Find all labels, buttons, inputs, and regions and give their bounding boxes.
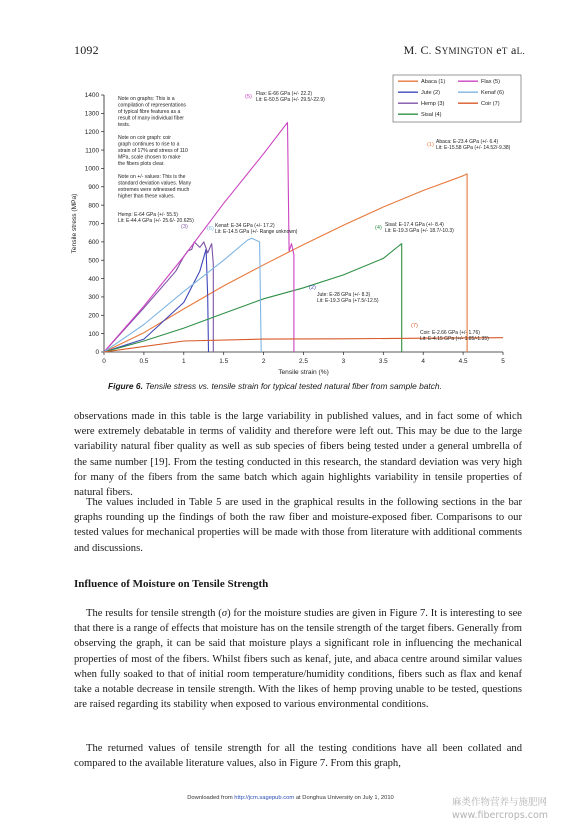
y-tick-label: 0 (95, 349, 99, 357)
x-tick-label: 4.5 (458, 358, 468, 365)
y-tick-label: 800 (88, 202, 99, 210)
y-tick-label: 1400 (84, 92, 99, 100)
legend-label: Hemp (3) (421, 101, 445, 107)
x-tick-label: 4 (421, 358, 425, 365)
legend-box (393, 75, 521, 122)
sigma-symbol: σ (221, 608, 228, 619)
watermark-line-2: www.fibercrops.com (452, 810, 549, 821)
x-tick-label: 1 (182, 358, 186, 365)
chart-note-line: MPa, scale chosen to make (118, 154, 181, 161)
annotation-tag: (1) (427, 142, 434, 148)
figure-caption (108, 381, 442, 391)
y-tick-label: 100 (88, 330, 99, 338)
chart-note-line: extremes were witnessed much (118, 187, 190, 193)
chart-note-line: result of many individual fiber (118, 115, 184, 122)
page-number: 1092 (74, 43, 99, 57)
legend-label: Kenaf (6) (481, 90, 505, 96)
y-tick-label: 300 (88, 294, 99, 302)
paragraph-2 (74, 495, 522, 556)
paragraph-3-rest: ) for the moisture studies are given in Figure 7. It is interesting to see that there is a range of effects that moisture has on the tensile strength of the target fibers. Generally from observing the graph, it can be said that moisture plays a significant role in influencing the mechanical properties of most of the fibers. Whilst fibers such as kenaf, jute, and abaca centre around similar values when fully soaked to that of initial room temperature/humidity conditions, fibers such as flax and kenaf take a notable decrease in tensile strength. With the likes of hemp proving unable to be tested, questions are raised regarding its stability when exposed to various environmental conditions. (74, 608, 522, 711)
x-tick-label: 2 (261, 358, 266, 365)
annotation-tag: (4) (375, 225, 382, 231)
x-tick-label: 3 (341, 358, 346, 365)
y-tick-label: 1000 (84, 165, 99, 173)
paragraph-3 (74, 606, 522, 712)
annotation-line: Lit: E-44.4 GPa (+/- 25.6/- 20.625) (118, 218, 194, 224)
chart-note-line: strain of 17% and stress of 110 (118, 148, 188, 154)
annotation-line: Lit: E-19.3 GPa (+/- 18.7/-10.3) (385, 228, 454, 234)
annotation-line: Lit: E-19.3 GPa (+7.5/-12.5) (317, 298, 379, 304)
chart-note-line: higher than these values. (118, 193, 175, 200)
chart-note-line: graph continues to rise to a (118, 141, 180, 148)
running-header-author (404, 43, 525, 58)
footer-suffix: at Donghua University on July 1, 2010 (294, 795, 394, 801)
y-tick-label: 200 (88, 312, 99, 320)
x-tick-label: 2.5 (299, 358, 308, 365)
annotation-line: Sisal: E-17.4 GPa (+/- 8.4) (385, 222, 444, 228)
chart-note-line: compilation of representations (118, 102, 186, 109)
y-tick-label: 500 (88, 257, 99, 265)
chart-note-line: Note on coir graph: coir (118, 135, 171, 141)
x-axis-label: Tensile strain (%) (278, 369, 329, 376)
x-tick-label: 1.5 (219, 358, 229, 365)
footer-link[interactable]: http://jcm.sagepub.com (234, 795, 295, 801)
y-tick-label: 400 (88, 275, 99, 283)
legend-label: Jute (2) (421, 90, 440, 96)
footer-prefix: Downloaded from (187, 795, 235, 801)
annotation-line: Lit: E-50.5 GPa (+/- 29.5/-22.9) (256, 97, 325, 103)
series-line (104, 238, 261, 352)
annotation-line: Jute: E-28 GPa (+/- 8.3) (317, 292, 371, 298)
annotation-tag: (6) (207, 226, 214, 232)
section-heading: Influence of Moisture on Tensile Strength (74, 578, 269, 590)
y-tick-label: 700 (88, 220, 99, 228)
annotation-tag: (7) (411, 323, 418, 329)
stress-strain-chart (66, 70, 526, 376)
annotation-line: Coir: E-2.66 GPa (+/- 1.76) (420, 330, 480, 336)
paragraph-3-text (74, 606, 522, 712)
chart-note-line: standard deviation values. Many (118, 180, 192, 187)
caption-text: Tensile stress vs. tensile strain for typical tested natural fiber from sample batch. (142, 381, 442, 391)
annotation-line: Flax: E-66 GPa (+/- 22.2) (256, 91, 312, 97)
paragraph-3-start: The results for tensile strength ( (86, 608, 222, 619)
annotation-line: Lit: E-15.58 GPa (+/- 14.52/-9.38) (436, 145, 511, 151)
chart-note-line: of typical fibre features as a (118, 109, 181, 115)
author-names: M. C. SYMINGTON eT aL. (403, 43, 525, 57)
series-line (104, 242, 213, 352)
chart-note-line: Note on +/- values: This is the (118, 174, 186, 180)
x-tick-label: 5 (501, 358, 505, 365)
paragraph-1-text: observations made in this table is the large variability in published values, and in fact some of which were extremely debatable in terms of validity and therefore were left out. This may be due to the large variability natural fiber quality as well as sub species of fibers being tested under a general umbrella of the same number [19]. From the testing conducted in this research, the standard deviation was very high for many of the fibers from the same batch which again highlights variability in tensile properties of natural fibers. (74, 411, 522, 499)
figure-label: Figure 6. (108, 381, 143, 391)
annotation-line: Abaca: E-23.4 GPa (+/- 6.4) (436, 139, 499, 145)
y-tick-label: 1300 (84, 110, 99, 118)
chart-note-line: Note on graphs: This is a (118, 96, 175, 102)
y-tick-label: 1100 (85, 147, 99, 155)
y-tick-label: 900 (88, 183, 99, 191)
legend-label: Flax (5) (481, 79, 500, 85)
legend-label: Sisal (4) (421, 112, 442, 118)
paragraph-4 (74, 741, 522, 771)
annotation-tag: (2) (309, 285, 316, 291)
annotation-tag: (3) (181, 224, 188, 230)
legend-label: Abaca (1) (421, 79, 446, 85)
annotation-line: Lit: E-4.15 GPa (+/- 1.85/-1.35) (420, 336, 489, 342)
site-watermark (452, 796, 548, 822)
paragraph-4-text: The returned values of tensile strength for all the testing conditions have all been collated and compared to the available literature values, also in Figure 7. From this graph, (74, 743, 522, 770)
y-axis-label: Tensile stress (MPa) (71, 193, 78, 254)
chart-note-line: the fibers plots clear. (118, 161, 165, 167)
chart-note-line: tests. (118, 122, 131, 128)
annotation-line: Hemp: E-64 GPa (+/- 55.5) (118, 212, 178, 218)
watermark-line-1: 麻类作物营养与施肥网 (452, 797, 548, 808)
annotation-line: Lit: E-14.5 GPa (+/- Range unknown) (215, 229, 298, 235)
x-tick-label: 0.5 (139, 358, 149, 365)
y-tick-label: 600 (88, 239, 99, 247)
paragraph-1 (74, 409, 522, 500)
paragraph-2-text: The values included in Table 5 are used in the graphical results in the following sections in the bar graphs rounding up the findings of both the raw fiber and moisture-exposed fiber. Comparisons to our tested values for mechanical properties will be made with those from literature with additional comments and discussions. (74, 497, 522, 554)
legend-label: Coir (7) (481, 101, 500, 107)
x-tick-label: 3.5 (378, 358, 388, 365)
x-tick-label: 0 (102, 358, 106, 365)
annotation-tag: (5) (245, 94, 252, 100)
y-tick-label: 1200 (84, 128, 99, 136)
annotation-line: Kenaf: E-34 GPa (+/- 17.2) (215, 223, 275, 229)
